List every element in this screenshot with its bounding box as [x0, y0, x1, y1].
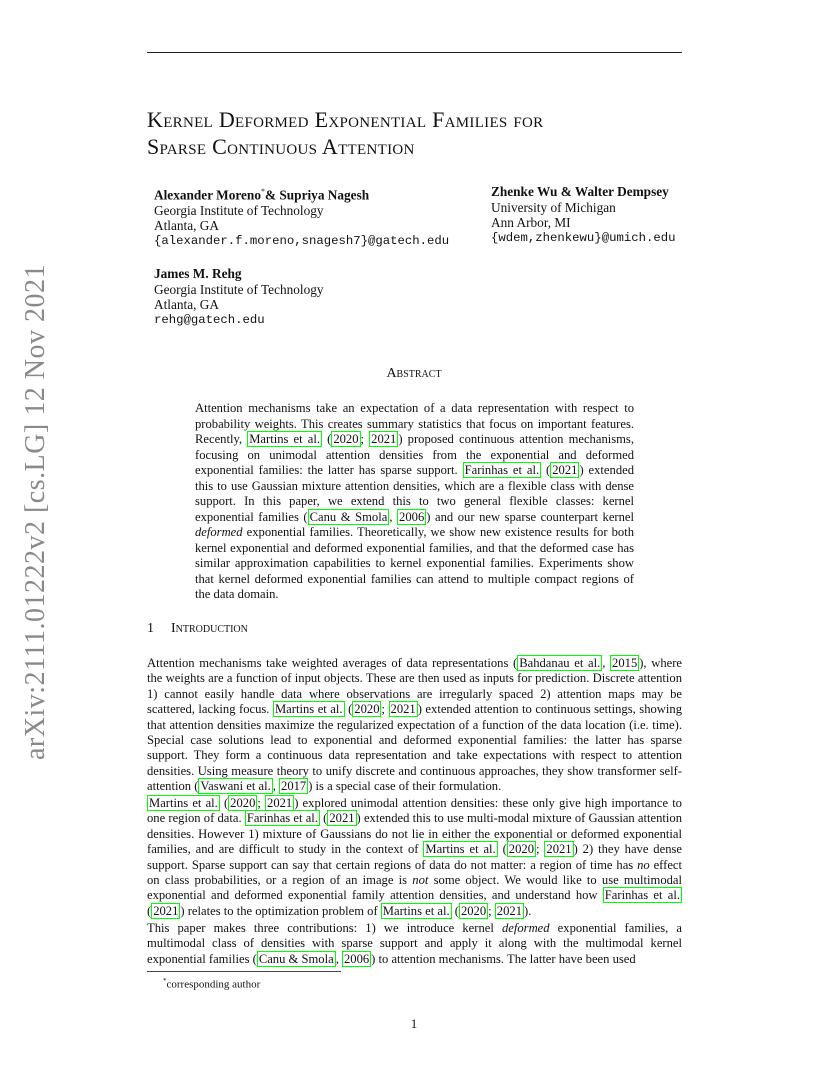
footnote-mark: * — [163, 977, 167, 985]
citation-year-link[interactable]: 2017 — [281, 779, 307, 794]
citation-link[interactable]: Farinhas et al. — [464, 463, 540, 477]
author-block-2 — [491, 184, 675, 246]
title-line-2: Sparse Continuous Attention — [147, 134, 415, 159]
citation-link[interactable]: Martins et al. — [382, 903, 450, 918]
author-email[interactable]: rehg@gatech.edu — [154, 312, 265, 327]
citation-link[interactable]: Farinhas et al. — [246, 811, 318, 826]
abstract-heading: Abstract — [386, 366, 442, 381]
citation-year-link[interactable]: 2006 — [343, 951, 370, 966]
citation-year-link[interactable]: 2006 — [399, 509, 425, 524]
footnote — [163, 977, 260, 991]
author-names: James M. Rehg — [154, 266, 242, 281]
citation-year-link[interactable]: 2021 — [329, 811, 355, 826]
citation-year-link[interactable]: 2021 — [267, 796, 293, 810]
footnote-marker[interactable]: * — [260, 187, 265, 196]
intro-paragraph-3: This paper makes three contributions: 1) we introduce kernel deformed exponential families, a multimodal class of densities with sparse support and apply it along with the multimodal kernel exponential families ( Canu & Smola , 2006 ) to attention mechanisms. The latter have been used — [147, 921, 682, 966]
title-line-1: Kernel Deformed Exponential Families for — [147, 107, 544, 132]
author-names: Alexander Moreno*& Supriya Nagesh — [154, 187, 370, 203]
citation-link[interactable]: Canu & Smola — [258, 951, 334, 966]
author-names: Zhenke Wu & Walter Dempsey — [491, 184, 669, 199]
author-affiliation: Georgia Institute of Technology — [154, 281, 324, 297]
citation-link[interactable]: Vaswani et al. — [200, 779, 271, 794]
intro-paragraph-2: Martins et al. ( 2020 ; 2021 ) explored unimodal attention densities: these only give high importance to one region of data. Farinhas et al. ( 2021 ) extended this to use multi-modal mixture of Gaussian attention densities. However 1) mixture of Gaussians do not lie in either the exponential or deformed exponential families, and are difficult to study in the context of Martins et al. ( 2020 ; 2021 ) 2) they have dense support. Sparse support can say that certain regions of data do not matter: a region of time has no effect on class probabilities, or a region of an image is not some object. We would like to use multimodal exponential and deformed exponential family attention densities, and understand how Farinhas et al. ( 2021 ) relates to the optimization problem of Martins et al. ( 2020 ; 2021 ). — [147, 796, 683, 918]
author-location: Ann Arbor, MI — [491, 215, 571, 230]
abstract-body: Attention mechanisms take an expectation of a data representation with respect to probability weights. This creates summary statistics that focus on important features. Recently, Martins et al. ( 2020 ; 2021 ) proposed continuous attention mechanisms, focusing on unimodal attention densities from the exponential and deformed exponential families: the latter has sparse support. Farinhas et al. ( 2021 ) extended this to use Gaussian mixture attention densities, which are a flexible class with dense support. In this paper, we extend this to two general flexible classes: kernel exponential families ( Canu & Smola , 2006 ) and our new sparse counterpart kernel deformed exponential families. Theoretically, we show new existence results for both kernel exponential and deformed exponential families, and that the deformed case has similar approximation capabilities to kernel exponential families. Experiments show that kernel deformed exponential families can attend to multiple compact regions of the data domain. — [195, 401, 635, 601]
citation-link[interactable]: Martins et al. — [274, 702, 343, 717]
citation-year-link[interactable]: 2021 — [153, 903, 179, 918]
page-number: 1 — [410, 1016, 418, 1031]
arxiv-identifier[interactable]: arXiv:2111.01222v2 [cs.LG] 12 Nov 2021 — [20, 264, 51, 760]
paper-title — [147, 106, 707, 160]
citation-year-link[interactable]: 2021 — [552, 463, 578, 477]
citation-link[interactable]: Bahdanau et al. — [519, 656, 601, 670]
author-affiliation: University of Michigan — [491, 199, 616, 215]
citation-link[interactable]: Martins et al. — [249, 432, 320, 446]
citation-link[interactable]: Farinhas et al. — [604, 888, 680, 903]
footnote-rule — [147, 971, 341, 972]
author-block-3 — [154, 266, 324, 328]
author-location: Atlanta, GA — [154, 297, 219, 312]
section-number: 1 — [147, 621, 154, 636]
citation-year-link[interactable]: 2021 — [496, 903, 522, 918]
author-email[interactable]: {alexander.f.moreno,snagesh7}@gatech.edu — [154, 233, 450, 248]
citation-link[interactable]: Martins et al. — [149, 796, 218, 810]
section-heading — [147, 621, 248, 637]
citation-year-link[interactable]: 2020 — [460, 903, 487, 918]
citation-year-link[interactable]: 2021 — [546, 842, 572, 857]
citation-year-link[interactable]: 2020 — [354, 702, 380, 717]
citation-year-link[interactable]: 2015 — [612, 656, 638, 670]
section-title: Introduction — [171, 621, 248, 636]
citation-year-link[interactable]: 2021 — [371, 432, 397, 446]
intro-paragraph-1: Attention mechanisms take weighted averages of data representations ( Bahdanau et al. , 2015 ), where the weights are a function of input objects. These are then used as inputs for prediction. Discrete attention 1) cannot easily handle data where observations are irregularly spaced 2) attention maps may be scattered, lacking focus. Martins et al. ( 2020 ; 2021 ) extended attention to continuous settings, showing that attention densities maximize the regularized expectation of a function of the data location (i.e. time). Special case solutions lead to exponential and deformed exponential families: the latter has sparse support. They form a continuous data representation and take expectations with respect to attention densities. Using measure theory to unify discrete and continuous approaches, they show transformer self-attention ( Vaswani et al. , 2017 ) is a special case of their formulation. — [147, 656, 683, 794]
citation-year-link[interactable]: 2020 — [333, 432, 359, 446]
author-email[interactable]: {wdem,zhenkewu}@umich.edu — [491, 230, 676, 245]
author-affiliation: Georgia Institute of Technology — [154, 202, 324, 218]
citation-year-link[interactable]: 2021 — [390, 702, 416, 717]
citation-year-link[interactable]: 2020 — [230, 796, 256, 810]
header-rule — [147, 52, 682, 53]
citation-year-link[interactable]: 2020 — [508, 842, 534, 857]
citation-link[interactable]: Martins et al. — [425, 842, 496, 857]
citation-link[interactable]: Canu & Smola — [309, 509, 388, 524]
footnote-text: corresponding author — [166, 978, 261, 991]
author-location: Atlanta, GA — [154, 218, 219, 234]
author-block-1 — [154, 184, 449, 249]
